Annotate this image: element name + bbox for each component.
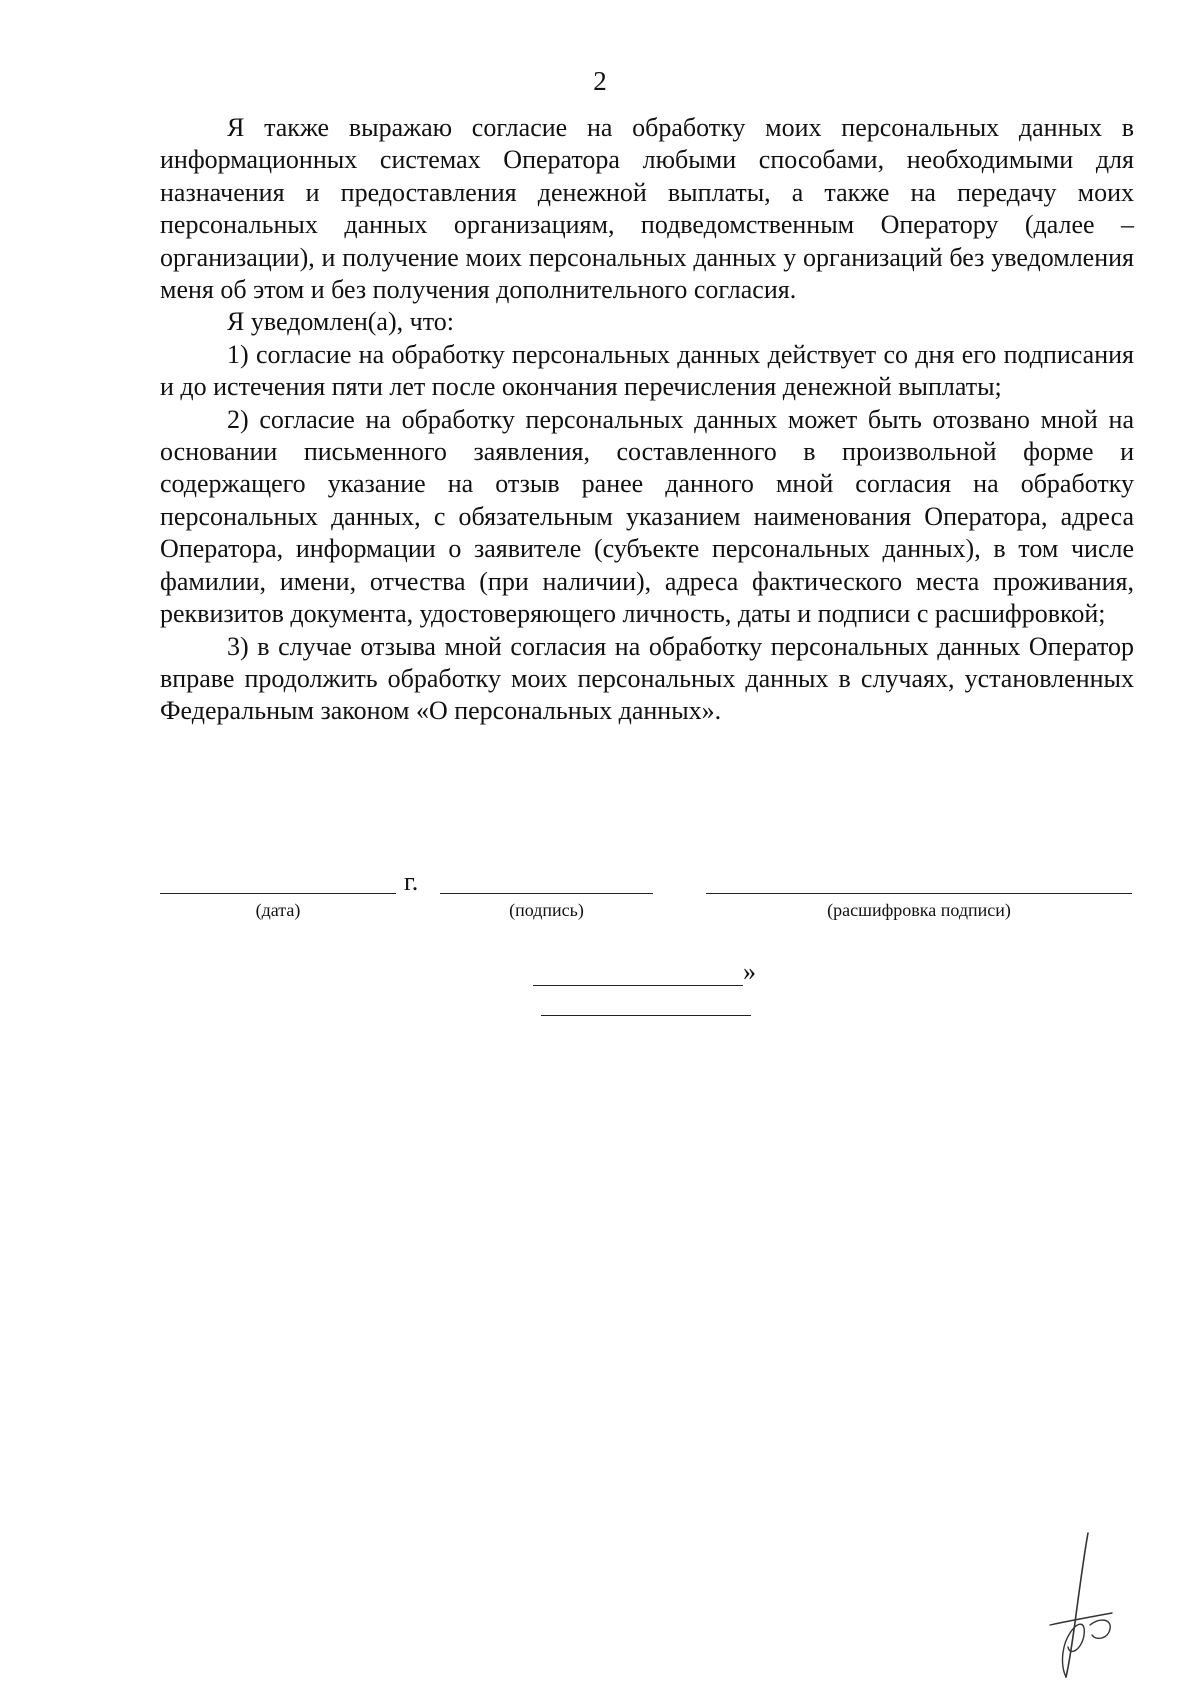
decoding-line	[706, 893, 1132, 894]
paragraph-consent-processing: Я также выражаю согласие на обработку моих персональных данных в информационных системах Оператора любыми способами, необходимыми для назначения и предоставления денежной выплаты, а также на передачу моих персональных данных организациям, подведомственным Оператору (далее – организации), и получение моих персональных данных у организаций без уведомления меня об этом и без получения дополнительного согласия.	[160, 113, 1134, 305]
date-caption: (дата)	[255, 900, 301, 920]
registration-line-upper	[533, 985, 743, 986]
paragraph-item-3: 3) в случае отзыва мной согласия на обработку персональных данных Оператор вправе продолжить обработку моих персональных данных в случаях, установленных Федеральным законом «О персональных данных».	[160, 631, 1134, 726]
signature-caption: (подпись)	[509, 900, 584, 920]
document-body	[160, 112, 1134, 728]
paragraph-item-1: 1) согласие на обработку персональных данных действует со дня его подписания и до истечения пяти лет после окончания перечисления денежной выплаты;	[160, 339, 1134, 402]
page-number: 2	[593, 66, 607, 96]
quote-mark: »	[743, 957, 756, 986]
paragraph-notified: Я уведомлен(а), что:	[227, 307, 454, 337]
signature-line	[440, 893, 653, 894]
registration-line-lower	[541, 1015, 751, 1016]
year-suffix: г.	[404, 867, 419, 896]
handwritten-signature-icon	[1040, 1525, 1130, 1685]
decoding-caption: (расшифровка подписи)	[827, 900, 1011, 920]
date-line	[160, 893, 396, 894]
paragraph-item-2: 2) согласие на обработку персональных данных может быть отозвано мной на основании письменного заявления, составленного в произвольной форме и содержащего указание на отзыв ранее данного мной согласия на обработку персональных данных, с обязательным указанием наименования Оператора, адреса Оператора, информации о заявителе (субъекте персональных данных), в том числе фамилии, имени, отчества (при наличии), адреса фактического места проживания, реквизитов документа, удостоверяющего личность, даты и подписи с расшифровкой;	[160, 404, 1134, 629]
